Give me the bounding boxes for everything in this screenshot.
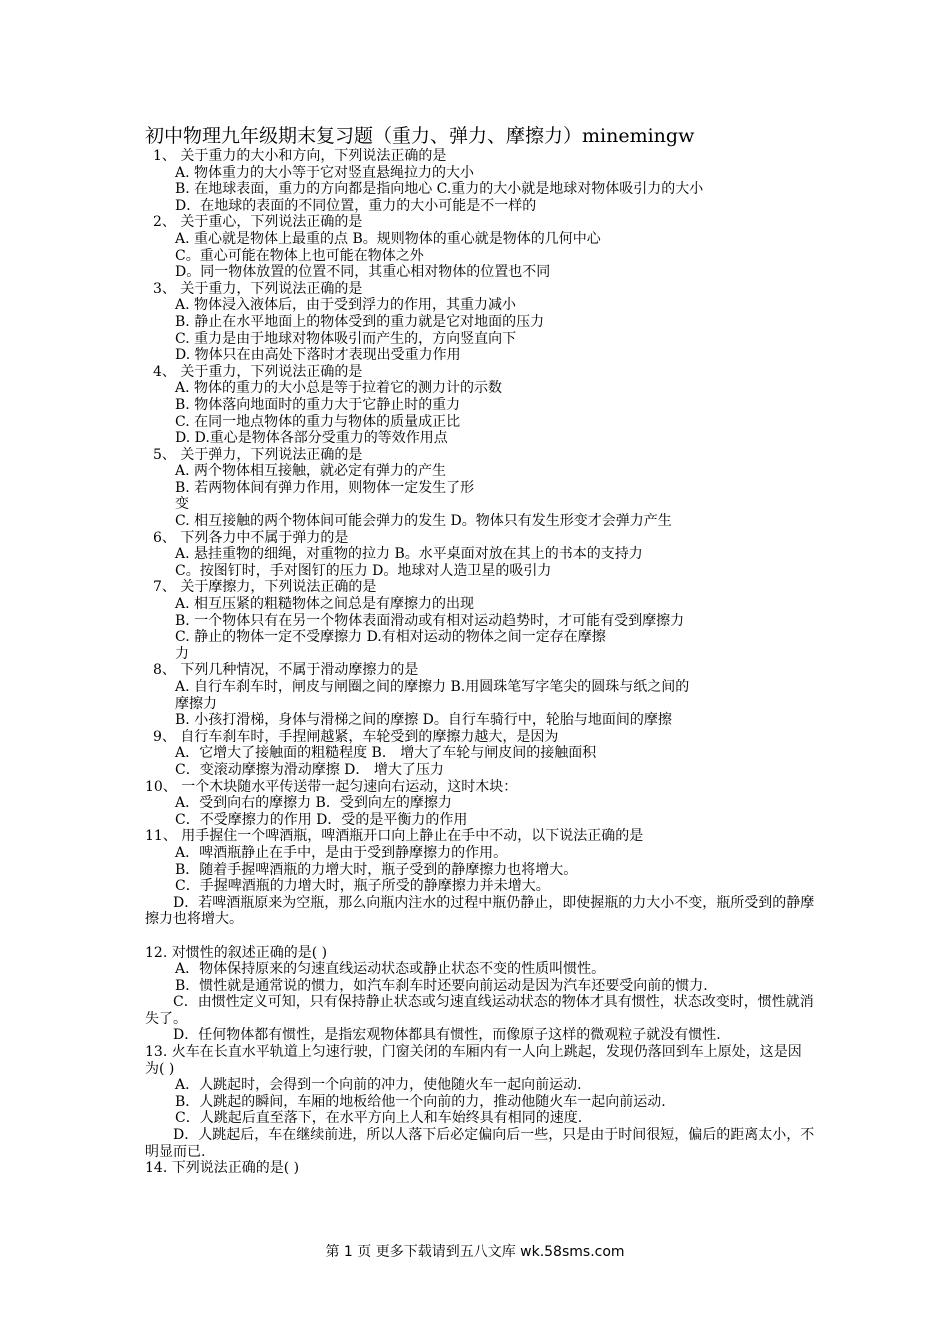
question-line: 5、 关于弹力，下列说法正确的是	[153, 446, 363, 463]
question-line: 7、 关于摩擦力，下列说法正确的是	[153, 579, 377, 596]
option-line: D. D.重心是物体各部分受重力的等效作用点	[175, 430, 448, 447]
option-line: 摩擦力	[175, 695, 217, 712]
option-line: C。按图钉时，手对图钉的压力 D。地球对人造卫星的吸引力	[175, 562, 552, 579]
option-line: C。重心可能在物体上也可能在物体之外	[175, 247, 424, 264]
option-line: A．受到向右的摩擦力 B．受到向左的摩擦力	[175, 795, 452, 812]
document-content	[145, 124, 815, 1177]
question-line: 6、 下列各力中不属于弹力的是	[153, 529, 349, 546]
option-line: C. 重力是由于地球对物体吸引而产生的，方向竖直向下	[175, 330, 517, 347]
option-line: D．在地球的表面的不同位置，重力的大小可能是不一样的	[175, 197, 537, 214]
option-line: C．变滚动摩擦为滑动摩擦 D． 增大了压力	[175, 761, 444, 778]
question-line: 11、 用手握住一个啤酒瓶，啤酒瓶开口向上静止在手中不动，以下说法正确的是	[145, 828, 644, 845]
page-title: 初中物理九年级期末复习题（重力、弹力、摩擦力）minemingw	[145, 125, 695, 147]
question-line: 8、 下列几种情况，不属于滑动摩擦力的是	[153, 662, 419, 679]
option-line: A．物体保持原来的匀速直线运动状态或静止状态不变的性质叫惯性。	[175, 961, 606, 978]
option-line: 变	[175, 496, 189, 513]
paragraph-line: D．任何物体都有惯性，是指宏观物体都具有惯性，而像原子这样的微观粒子就没有惯性.	[173, 1027, 721, 1044]
option-line: A. 物体的重力的大小总是等于拉着它的测力计的示数	[175, 380, 503, 397]
question-list	[145, 148, 815, 1177]
option-line: C．手握啤酒瓶的力增大时，瓶子所受的静摩擦力并未增大。	[175, 878, 550, 895]
option-line: A．人跳起时，会得到一个向前的冲力，使他随火车一起向前运动.	[175, 1077, 582, 1094]
question-line: 9、 自行车刹车时，手捏闸越紧，车轮受到的摩擦力越大，是因为	[153, 728, 559, 745]
paragraph-line: D．人跳起后，车在继续前进，所以人落下后必定偏向后一些，只是由于时间很短，偏后的距离太小，不明显而已.	[145, 1127, 815, 1160]
option-line: C. 静止的物体一定不受摩擦力 D.有相对运动的物体之间一定存在摩擦	[175, 629, 606, 646]
option-line: D。同一物体放置的位置不同，其重心相对物体的位置也不同	[175, 264, 551, 281]
option-line: B. 一个物体只有在另一个物体表面滑动或有相对运动趋势时，才可能有受到摩擦力	[175, 612, 685, 629]
question-line: 10、 一个木块随水平传送带一起匀速向右运动，这时木块：	[145, 778, 518, 795]
option-line: B. 若两物体间有弹力作用，则物体一定发生了形	[175, 479, 475, 496]
option-line: A. 物体重力的大小等于它对竖直悬绳拉力的大小	[175, 164, 475, 181]
option-line: B. 静止在水平地面上的物体受到的重力就是它对地面的压力	[175, 313, 545, 330]
option-line: C. 相互接触的两个物体间可能会弹力的发生 D。物体只有发生形变才会弹力产生	[175, 513, 672, 530]
option-line: B．人跳起的瞬间，车厢的地板给他一个向前的力，推动他随火车一起向前运动.	[175, 1093, 666, 1110]
option-line: C．不受摩擦力的作用 D．受的是平衡力的作用	[175, 811, 468, 828]
blank-line	[145, 928, 815, 945]
option-line: A. 自行车刹车时，闸皮与闸圈之间的摩擦力 B.用圆珠笔写字笔尖的圆珠与纸之间的	[175, 679, 690, 695]
question-line: 13. 火车在长直水平轨道上匀速行驶，门窗关闭的车厢内有一人向上跳起，发现仍落回到车上原处，这是因为( )	[145, 1044, 802, 1077]
option-line: 力	[175, 645, 189, 662]
option-line: A. 悬挂重物的细绳，对重物的拉力 B。水平桌面对放在其上的书本的支持力	[175, 546, 643, 563]
question-line: 2、 关于重心，下列说法正确的是	[153, 214, 363, 231]
paragraph-line: C．由惯性定义可知，只有保持静止状态或匀速直线运动状态的物体才具有惯性，状态改变时，惯性就消失了。	[145, 994, 814, 1027]
option-line: A. 两个物体相互接触，就必定有弹力的产生	[175, 463, 447, 480]
option-line: A．它增大了接触面的粗糙程度 B． 增大了车轮与闸皮间的接触面积	[175, 745, 597, 762]
option-line: A. 物体浸入液体后，由于受到浮力的作用，其重力减小	[175, 297, 517, 314]
question-line: 12. 对惯性的叙述正确的是( )	[145, 944, 328, 961]
option-line: B. 小孩打滑梯，身体与滑梯之间的摩擦 D。自行车骑行中，轮胎与地面间的摩擦	[175, 712, 672, 729]
paragraph-line: D．若啤酒瓶原来为空瓶，那么向瓶内注水的过程中瓶仍静止，即使握瓶的力大小不变，瓶所受到的静摩擦力也将增大。	[145, 894, 815, 928]
question-line: 4、 关于重力，下列说法正确的是	[153, 363, 363, 380]
option-line: D. 物体只在由高处下落时才表现出受重力作用	[175, 347, 461, 364]
page-footer: 第 1 页 更多下载请到五八文库 wk.58sms.com	[325, 1244, 625, 1260]
option-line: A．啤酒瓶静止在手中，是由于受到静摩擦力的作用。	[175, 844, 508, 861]
option-line: B. 在地球表面，重力的方向都是指向地心 C.重力的大小就是地球对物体吸引力的大小	[175, 181, 704, 198]
question-line: 1、 关于重力的大小和方向，下列说法正确的是	[153, 148, 447, 164]
question-line: 14. 下列说法正确的是( )	[145, 1160, 300, 1177]
option-line: C．人跳起后直至落下，在水平方向上人和车始终具有相同的速度.	[175, 1110, 583, 1127]
question-line: 3、 关于重力，下列说法正确的是	[153, 280, 363, 297]
option-line: B. 物体落向地面时的重力大于它静止时的重力	[175, 396, 461, 413]
option-line: A. 相互压紧的粗糙物体之间总是有摩擦力的出现	[175, 596, 475, 613]
option-line: C. 在同一地点物体的重力与物体的质量成正比	[175, 413, 461, 430]
option-line: A. 重心就是物体上最重的点 B。规则物体的重心就是物体的几何中心	[175, 230, 601, 247]
option-line: B．随着手握啤酒瓶的力增大时，瓶子受到的静摩擦力也将增大。	[175, 861, 578, 878]
option-line: B．惯性就是通常说的惯力，如汽车刹车时还要向前运动是因为汽车还要受向前的惯力.	[175, 977, 708, 994]
